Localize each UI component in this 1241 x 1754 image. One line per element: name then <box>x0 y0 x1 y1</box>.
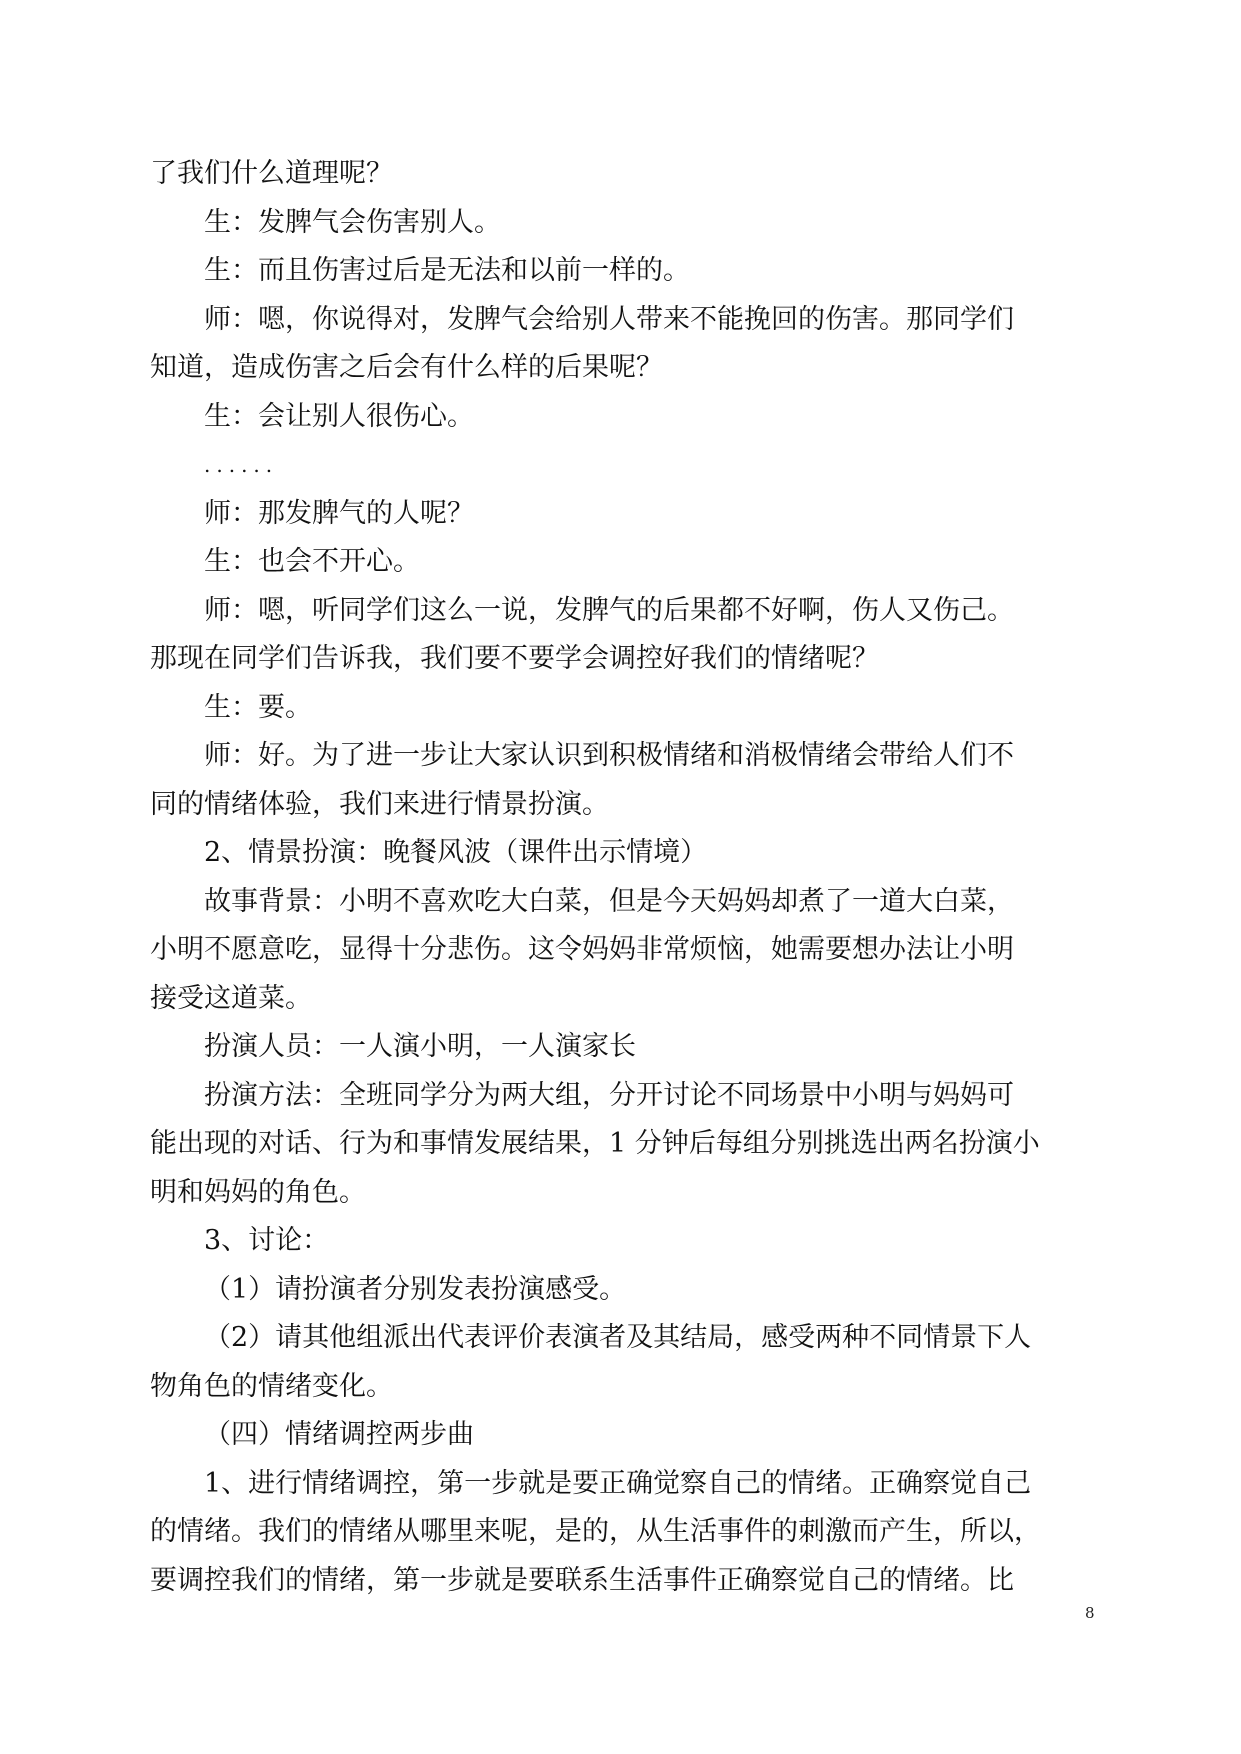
section-heading: 3、讨论： <box>204 1225 330 1256</box>
text-line: 生：要。 <box>204 691 312 723</box>
text-line: 扮演人员：一人演小明，一人演家长 <box>204 1031 636 1062</box>
text-line: 同的情绪体验，我们来进行情景扮演。 <box>150 788 609 820</box>
text-line: 了我们什么道理呢？ <box>150 158 393 189</box>
body-text <box>150 150 1095 1605</box>
text-line: 物角色的情绪变化。 <box>150 1370 393 1402</box>
section-heading: 2、情景扮演：晚餐风波（课件出示情境） <box>204 837 708 868</box>
text-line: 师：好。为了进一步让大家认识到积极情绪和消极情绪会带给人们不 <box>204 740 1014 771</box>
page-number: 8 <box>1085 1604 1095 1622</box>
text-line: 接受这道菜。 <box>150 982 312 1014</box>
text-line: 师：嗯，你说得对，发脾气会给别人带来不能挽回的伤害。那同学们 <box>204 303 1014 335</box>
text-line: 生：也会不开心。 <box>204 546 420 577</box>
section-heading: （四）情绪调控两步曲 <box>204 1419 474 1450</box>
ellipsis-line: ...... <box>204 453 279 477</box>
text-line: 小明不愿意吃，显得十分悲伤。这令妈妈非常烦恼，她需要想办法让小明 <box>150 934 1014 965</box>
text-line: 1、进行情绪调控，第一步就是要正确觉察自己的情绪。正确察觉自己 <box>204 1467 1032 1499</box>
text-line: 扮演方法：全班同学分为两大组，分开讨论不同场景中小明与妈妈可 <box>204 1079 1014 1111</box>
text-line: 生：会让别人很伤心。 <box>204 400 474 432</box>
text-line: 知道，造成伤害之后会有什么样的后果呢？ <box>150 352 663 383</box>
text-line: 那现在同学们告诉我，我们要不要学会调控好我们的情绪呢？ <box>150 643 879 674</box>
list-item: （1）请扮演者分别发表扮演感受。 <box>204 1273 627 1305</box>
text-line: 的情绪。我们的情绪从哪里来呢，是的，从生活事件的刺激而产生，所以， <box>150 1516 1041 1547</box>
text-line: 明和妈妈的角色。 <box>150 1176 366 1208</box>
list-item: （2）请其他组派出代表评价表演者及其结局，感受两种不同情景下人 <box>204 1322 1032 1353</box>
text-line: 师：那发脾气的人呢？ <box>204 497 474 529</box>
text-line: 师：嗯，听同学们这么一说，发脾气的后果都不好啊，伤人又伤己。 <box>204 594 1014 626</box>
text-line: 能出现的对话、行为和事情发展结果，1 分钟后每组分别挑选出两名扮演小 <box>150 1128 1040 1159</box>
text-line: 要调控我们的情绪，第一步就是要联系生活事件正确察觉自己的情绪。比 <box>150 1564 1014 1596</box>
text-line: 生：而且伤害过后是无法和以前一样的。 <box>204 255 690 286</box>
text-line: 故事背景：小明不喜欢吃大白菜，但是今天妈妈却煮了一道大白菜， <box>204 885 1014 917</box>
text-line: 生：发脾气会伤害别人。 <box>204 206 501 238</box>
